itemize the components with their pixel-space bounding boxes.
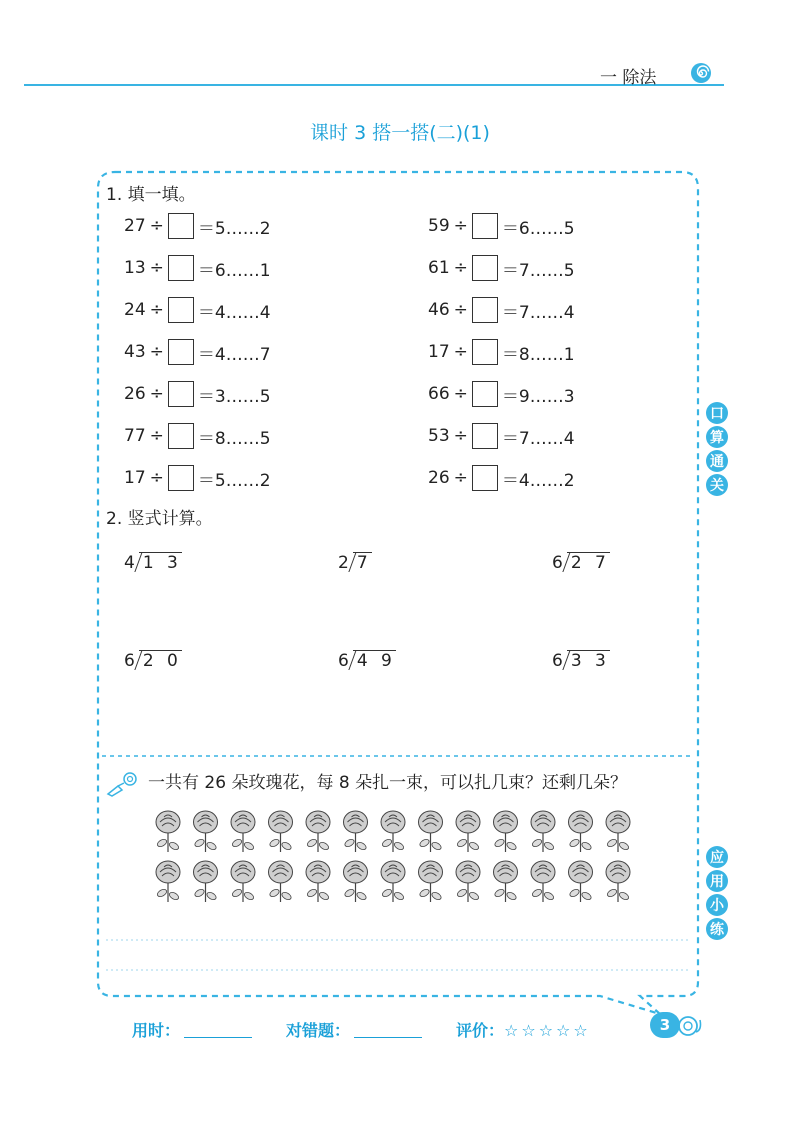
- rose-icon: [419, 861, 443, 902]
- divisor: 2: [338, 553, 349, 573]
- lesson-title: 课时 3 搭一搭(二)(1): [310, 122, 490, 144]
- chapter-label: 一 除法: [600, 68, 657, 88]
- equation-right-1: [428, 213, 575, 239]
- equation-left-2: [124, 255, 271, 281]
- side-tab-top-2: 算: [706, 426, 728, 448]
- divide-sign: ÷: [453, 384, 468, 404]
- rose-icon: [419, 811, 443, 852]
- answer-box[interactable]: [472, 255, 498, 281]
- divisor: 6: [552, 651, 563, 671]
- dividend: 46: [428, 300, 450, 320]
- time-label: 用时：: [132, 1021, 181, 1040]
- rose-icon: [306, 811, 330, 852]
- side-tab-bottom-2: 用: [706, 870, 728, 892]
- equation-left-7: [124, 465, 271, 491]
- dividend: 2 0: [139, 650, 182, 671]
- equation-left-3: [124, 297, 271, 323]
- quotient-remainder: ＝5……2: [197, 470, 271, 491]
- rose-icon: [156, 811, 180, 852]
- dividend: 59: [428, 216, 450, 236]
- rating-label: 评价：: [456, 1021, 505, 1040]
- rose-icon: [494, 811, 518, 852]
- equation-left-5: [124, 381, 271, 407]
- answer-box[interactable]: [168, 213, 194, 239]
- divide-sign: ÷: [453, 258, 468, 278]
- time-field: [132, 1018, 252, 1041]
- rose-icon: [231, 861, 255, 902]
- answer-box[interactable]: [472, 381, 498, 407]
- side-tab-top-4: 关: [706, 474, 728, 496]
- rose-icon: [231, 811, 255, 852]
- equation-right-7: [428, 465, 575, 491]
- rose-icon: [156, 861, 180, 902]
- rose-icon: [456, 861, 480, 902]
- rose-icon: [606, 811, 630, 852]
- dividend: 24: [124, 300, 146, 320]
- side-tab-bottom-1: 应: [706, 846, 728, 868]
- rose-icon: [606, 861, 630, 902]
- rose-icon: [569, 861, 593, 902]
- answer-box[interactable]: [472, 339, 498, 365]
- rose-icon: [269, 861, 293, 902]
- quotient-remainder: ＝7……4: [501, 428, 575, 449]
- dividend: 77: [124, 426, 146, 446]
- question-2-title: 2. 竖式计算。: [106, 509, 213, 529]
- quotient-remainder: ＝3……5: [197, 386, 271, 407]
- divide-sign: ÷: [149, 216, 164, 236]
- equation-left-1: [124, 213, 271, 239]
- dividend: 61: [428, 258, 450, 278]
- quotient-remainder: ＝4……7: [197, 344, 271, 365]
- answer-box[interactable]: [472, 465, 498, 491]
- long-division-2: [338, 552, 372, 573]
- equation-right-6: [428, 423, 575, 449]
- side-tab-top-1: 口: [706, 402, 728, 424]
- quotient-remainder: ＝5……2: [197, 218, 271, 239]
- answer-box[interactable]: [472, 297, 498, 323]
- dividend: 53: [428, 426, 450, 446]
- rose-icon: [531, 861, 555, 902]
- errors-label: 对错题：: [286, 1021, 351, 1040]
- rose-icon: [569, 811, 593, 852]
- dividend: 13: [124, 258, 146, 278]
- equation-right-4: [428, 339, 575, 365]
- rose-icon: [344, 811, 368, 852]
- rose-illustration: [150, 808, 640, 908]
- question-1-title: 1. 填一填。: [106, 185, 196, 205]
- divisor: 6: [124, 651, 135, 671]
- divide-sign: ÷: [149, 426, 164, 446]
- divide-sign: ÷: [149, 258, 164, 278]
- dividend: 17: [428, 342, 450, 362]
- long-division-3: [552, 552, 610, 573]
- equation-right-3: [428, 297, 575, 323]
- divide-sign: ÷: [453, 468, 468, 488]
- equation-right-2: [428, 255, 575, 281]
- answer-box[interactable]: [168, 423, 194, 449]
- rose-icon: [269, 811, 293, 852]
- rose-icon: [344, 861, 368, 902]
- answer-box[interactable]: [168, 255, 194, 281]
- divide-sign: ÷: [149, 300, 164, 320]
- rose-icon: [381, 811, 405, 852]
- rose-icon: [381, 861, 405, 902]
- divide-sign: ÷: [453, 300, 468, 320]
- page-number: 3: [650, 1012, 680, 1038]
- quotient-remainder: ＝4……2: [501, 470, 575, 491]
- answer-box[interactable]: [168, 465, 194, 491]
- equation-left-4: [124, 339, 271, 365]
- quotient-remainder: ＝4……4: [197, 302, 271, 323]
- answer-box[interactable]: [168, 339, 194, 365]
- answer-box[interactable]: [472, 213, 498, 239]
- side-tab-top-3: 通: [706, 450, 728, 472]
- divisor: 4: [124, 553, 135, 573]
- long-division-4: [124, 650, 182, 671]
- pencil-icon: [104, 768, 144, 798]
- dividend: 4 9: [353, 650, 396, 671]
- dividend: 66: [428, 384, 450, 404]
- dividend: 26: [428, 468, 450, 488]
- dividend: 3 3: [567, 650, 610, 671]
- divide-sign: ÷: [453, 216, 468, 236]
- divide-sign: ÷: [453, 426, 468, 446]
- divide-sign: ÷: [149, 342, 164, 362]
- quotient-remainder: ＝7……5: [501, 260, 575, 281]
- application-problem: 一共有 26 朵玫瑰花，每 8 朵扎一束，可以扎几束？还剩几朵？: [148, 773, 628, 793]
- quotient-remainder: ＝6……1: [197, 260, 271, 281]
- rating-field: [456, 1018, 591, 1041]
- rose-icon: [194, 861, 218, 902]
- dividend: 27: [124, 216, 146, 236]
- dividend: 26: [124, 384, 146, 404]
- answer-box[interactable]: [168, 297, 194, 323]
- divide-sign: ÷: [149, 384, 164, 404]
- long-division-6: [552, 650, 610, 671]
- rose-icon: [494, 861, 518, 902]
- side-tab-bottom-3: 小: [706, 894, 728, 916]
- quotient-remainder: ＝7……4: [501, 302, 575, 323]
- long-division-5: [338, 650, 396, 671]
- rose-icon: [306, 861, 330, 902]
- long-division-1: [124, 552, 182, 573]
- answer-box[interactable]: [472, 423, 498, 449]
- divisor: 6: [338, 651, 349, 671]
- equation-left-6: [124, 423, 271, 449]
- errors-blank[interactable]: [354, 1037, 422, 1038]
- equation-right-5: [428, 381, 575, 407]
- rating-stars[interactable]: ☆☆☆☆☆: [504, 1021, 591, 1040]
- dividend: 7: [353, 552, 372, 573]
- divide-sign: ÷: [149, 468, 164, 488]
- snail-icon: [676, 1008, 704, 1038]
- divisor: 6: [552, 553, 563, 573]
- side-tab-bottom-4: 练: [706, 918, 728, 940]
- rose-icon: [531, 811, 555, 852]
- answer-box[interactable]: [168, 381, 194, 407]
- dividend: 17: [124, 468, 146, 488]
- divide-sign: ÷: [453, 342, 468, 362]
- dividend: 2 7: [567, 552, 610, 573]
- quotient-remainder: ＝8……5: [197, 428, 271, 449]
- time-blank[interactable]: [184, 1037, 252, 1038]
- quotient-remainder: ＝9……3: [501, 386, 575, 407]
- dividend: 1 3: [139, 552, 182, 573]
- quotient-remainder: ＝8……1: [501, 344, 575, 365]
- rose-icon: [194, 811, 218, 852]
- quotient-remainder: ＝6……5: [501, 218, 575, 239]
- rose-icon: [456, 811, 480, 852]
- dividend: 43: [124, 342, 146, 362]
- errors-field: [286, 1018, 422, 1041]
